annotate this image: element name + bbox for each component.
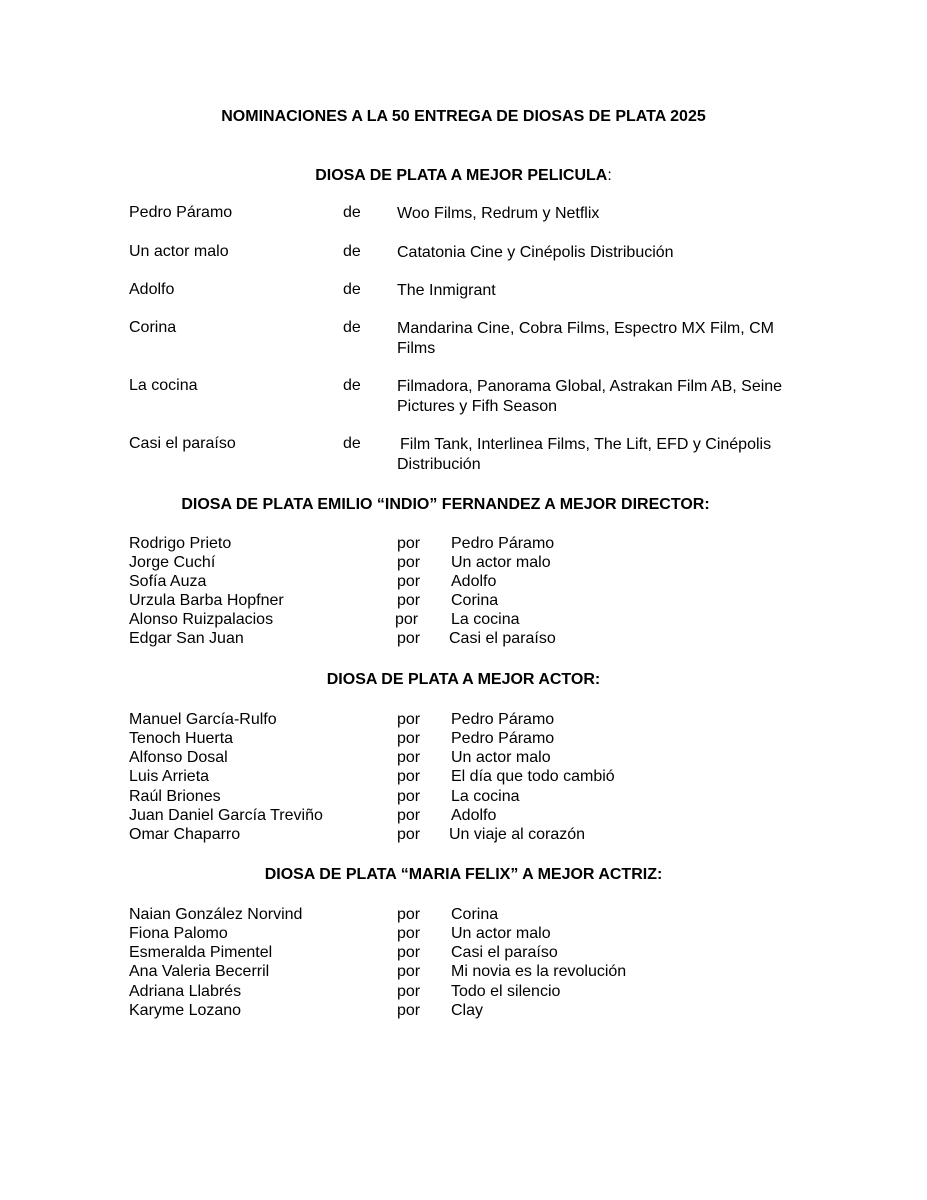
- section-heading-director: DIOSA DE PLATA EMILIO “INDIO” FERNANDEZ A MEJOR DIRECTOR:: [181, 496, 710, 513]
- nominee-row: [0, 629, 927, 648]
- por-connector: por: [397, 711, 421, 728]
- nominee-name: Rodrigo Prieto: [129, 535, 232, 552]
- nominee-row: [0, 729, 927, 748]
- nominee-row: [0, 710, 927, 729]
- nominee-row: [0, 534, 927, 553]
- film-title: Clay: [451, 1002, 484, 1019]
- film-title: Pedro Páramo: [451, 535, 555, 552]
- film-title: Casi el paraíso: [449, 630, 556, 647]
- nominee-row: [0, 962, 927, 981]
- film-title: Corina: [451, 592, 499, 609]
- de-connector: de: [343, 377, 361, 394]
- nominee-name: Omar Chaparro: [129, 826, 241, 843]
- nominee-row: [0, 204, 927, 244]
- nominee-name: Naian González Norvind: [129, 906, 303, 923]
- nominee-name: Fiona Palomo: [129, 925, 228, 942]
- nominee-name: Alfonso Dosal: [129, 749, 228, 766]
- nominee-row: [0, 1001, 927, 1020]
- por-connector: por: [397, 963, 421, 980]
- nominee-row: [0, 924, 927, 943]
- film-title: El día que todo cambió: [451, 768, 615, 785]
- film-title: Corina: [451, 906, 499, 923]
- de-connector: de: [343, 243, 361, 260]
- nominee-name: Alonso Ruizpalacios: [129, 611, 274, 628]
- nominee-name: Edgar San Juan: [129, 630, 244, 647]
- studio-list: Filmadora, Panorama Global, Astrakan Film AB, Seine Pictures y Fifh Season: [397, 378, 783, 415]
- section-heading-actriz: DIOSA DE PLATA “MARIA FELIX” A MEJOR ACTRIZ:: [264, 866, 663, 883]
- nominee-name: Jorge Cuchí: [129, 554, 216, 571]
- nominee-name: Esmeralda Pimentel: [129, 944, 273, 961]
- nominee-name: Urzula Barba Hopfner: [129, 592, 284, 609]
- film-title: Adolfo: [451, 807, 497, 824]
- film-title: Corina: [129, 319, 177, 336]
- section-heading-pelicula: [0, 166, 927, 186]
- nominee-name: Karyme Lozano: [129, 1002, 242, 1019]
- studio-list: Mandarina Cine, Cobra Films, Espectro MX Film, CM Films: [397, 320, 774, 357]
- film-title: Un actor malo: [129, 243, 229, 260]
- heading-text: DIOSA DE PLATA A MEJOR PELICULA: [315, 167, 608, 184]
- por-connector: por: [397, 535, 421, 552]
- por-connector: por: [397, 944, 421, 961]
- nominee-row: [0, 905, 927, 924]
- de-connector: de: [343, 435, 361, 452]
- film-title: Todo el silencio: [451, 983, 561, 1000]
- por-connector: por: [397, 925, 421, 942]
- nominee-row: [0, 591, 927, 610]
- studio-list: The Inmigrant: [397, 282, 496, 299]
- de-connector: de: [343, 319, 361, 336]
- nominee-name: Ana Valeria Becerril: [129, 963, 270, 980]
- nominee-row: [0, 319, 927, 359]
- section-heading-actor: DIOSA DE PLATA A MEJOR ACTOR:: [326, 671, 601, 688]
- nominee-row: [0, 787, 927, 806]
- de-connector: de: [343, 204, 361, 221]
- nominee-row: [0, 281, 927, 321]
- film-title: Pedro Páramo: [451, 730, 555, 747]
- nominee-row: [0, 572, 927, 591]
- film-title: Pedro Páramo: [451, 711, 555, 728]
- nominee-name: Sofía Auza: [129, 573, 207, 590]
- por-connector: por: [397, 807, 421, 824]
- por-connector: por: [397, 788, 421, 805]
- film-title: Un actor malo: [451, 749, 551, 766]
- nominee-row: [0, 825, 927, 844]
- por-connector: por: [397, 730, 421, 747]
- film-title: La cocina: [129, 377, 198, 394]
- por-connector: por: [397, 554, 421, 571]
- nominee-row: [0, 435, 927, 475]
- nominee-row: [0, 806, 927, 825]
- film-title: Un actor malo: [451, 925, 551, 942]
- nominee-row: [0, 610, 927, 629]
- nominee-row: [0, 243, 927, 283]
- nominee-row: [0, 767, 927, 786]
- film-title: La cocina: [451, 611, 520, 628]
- film-title: Un actor malo: [451, 554, 551, 571]
- por-connector: por: [397, 983, 421, 1000]
- por-connector: por: [397, 826, 421, 843]
- por-connector: por: [397, 630, 421, 647]
- nominee-row: [0, 377, 927, 417]
- studio-list: Woo Films, Redrum y Netflix: [397, 205, 600, 222]
- film-title: Adolfo: [451, 573, 497, 590]
- heading-colon: :: [607, 167, 612, 184]
- film-title: Mi novia es la revolución: [451, 963, 627, 980]
- nominee-row: [0, 748, 927, 767]
- de-connector: de: [343, 281, 361, 298]
- nominee-name: Juan Daniel García Treviño: [129, 807, 323, 824]
- por-connector: por: [397, 749, 421, 766]
- por-connector: por: [397, 1002, 421, 1019]
- film-title: La cocina: [451, 788, 520, 805]
- nominee-name: Tenoch Huerta: [129, 730, 234, 747]
- nominee-row: [0, 553, 927, 572]
- por-connector: por: [397, 768, 421, 785]
- por-connector: por: [397, 573, 421, 590]
- por-connector: por: [397, 592, 421, 609]
- film-title: Casi el paraíso: [451, 944, 558, 961]
- por-connector: por: [395, 611, 419, 628]
- film-title: Pedro Páramo: [129, 204, 233, 221]
- nominee-row: [0, 982, 927, 1001]
- nominee-name: Adriana Llabrés: [129, 983, 242, 1000]
- nominee-name: Raúl Briones: [129, 788, 221, 805]
- document-title: NOMINACIONES A LA 50 ENTREGA DE DIOSAS DE PLATA 2025: [221, 108, 706, 125]
- film-title: Un viaje al corazón: [449, 826, 586, 843]
- nominee-name: Luis Arrieta: [129, 768, 210, 785]
- film-title: Casi el paraíso: [129, 435, 236, 452]
- nominee-name: Manuel García-Rulfo: [129, 711, 277, 728]
- studio-list: Film Tank, Interlinea Films, The Lift, EFD y Cinépolis Distribución: [397, 436, 772, 473]
- nominee-row: [0, 943, 927, 962]
- por-connector: por: [397, 906, 421, 923]
- film-title: Adolfo: [129, 281, 175, 298]
- studio-list: Catatonia Cine y Cinépolis Distribución: [397, 244, 674, 261]
